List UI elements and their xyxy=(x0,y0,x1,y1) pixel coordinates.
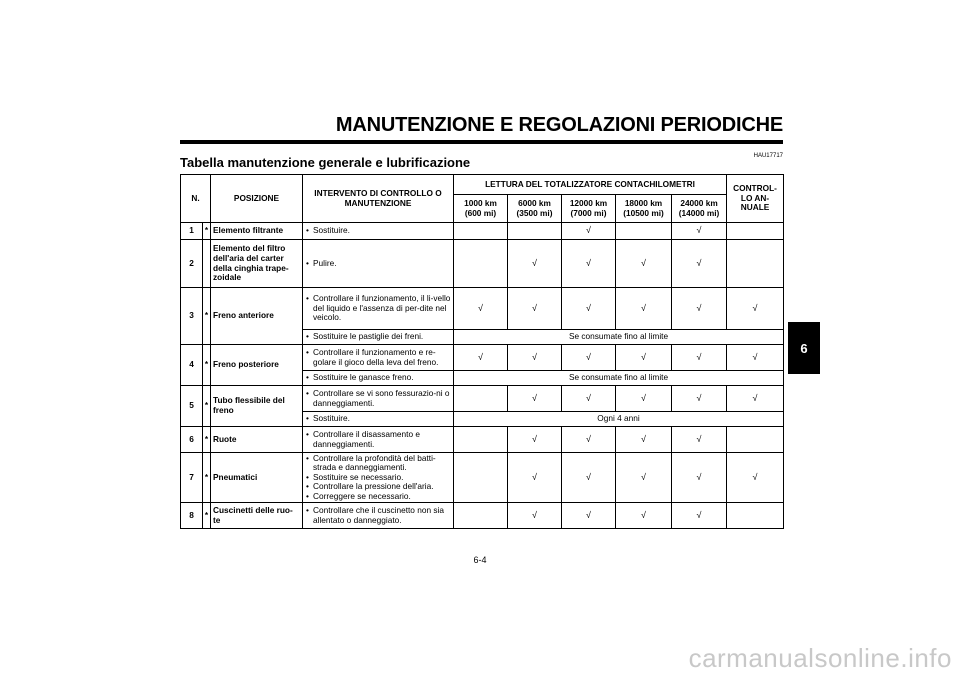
action-list xyxy=(305,506,451,525)
interval-note: Se consumate fino al limite xyxy=(454,330,784,345)
empty-cell xyxy=(454,453,508,503)
check-mark: √ xyxy=(672,453,727,503)
row-number: 3 xyxy=(181,288,203,345)
check-mark: √ xyxy=(562,453,616,503)
action-item: • Pulire. xyxy=(305,259,451,269)
check-mark: √ xyxy=(616,503,672,529)
check-mark: √ xyxy=(672,386,727,412)
check-mark: √ xyxy=(508,386,562,412)
action-item: • Sostituire se necessario. xyxy=(305,473,451,483)
action-list xyxy=(305,259,451,269)
check-mark: √ xyxy=(562,345,616,371)
empty-cell xyxy=(454,240,508,288)
header-interval-4 xyxy=(616,195,672,223)
check-mark: √ xyxy=(616,427,672,453)
table-row xyxy=(181,223,784,240)
row-position: Freno posteriore xyxy=(211,345,303,386)
empty-cell xyxy=(727,427,784,453)
header-interval-5 xyxy=(672,195,727,223)
action-item: • Correggere se necessario. xyxy=(305,492,451,502)
check-mark: √ xyxy=(562,503,616,529)
table-row xyxy=(181,427,784,453)
check-mark: √ xyxy=(562,240,616,288)
action-item: • Controllare se vi sono fessurazio-ni o danneggiamenti. xyxy=(305,389,451,408)
header-interval-line: 24000 km xyxy=(680,197,718,208)
header-interval-line: (14000 mi) xyxy=(678,207,720,218)
interval-note: Se consumate fino al limite xyxy=(454,371,784,386)
row-action xyxy=(303,345,454,371)
header-interval-line: 18000 km xyxy=(624,197,663,208)
section-heading: Tabella manutenzione generale e lubrificazione xyxy=(180,155,471,170)
row-action xyxy=(303,453,454,503)
row-action xyxy=(303,330,454,345)
check-mark: √ xyxy=(616,453,672,503)
check-mark: √ xyxy=(508,288,562,330)
title-rule xyxy=(180,140,783,144)
check-mark: √ xyxy=(672,345,727,371)
row-position: Pneumatici xyxy=(211,453,303,503)
header-odometer: LETTURA DEL TOTALIZZATORE CONTACHILOMETRI xyxy=(454,175,727,195)
header-annual: CONTROL-LO AN-NUALE xyxy=(727,175,784,223)
table-row xyxy=(181,240,784,288)
header-interval-line: 6000 km xyxy=(518,197,551,208)
empty-cell xyxy=(454,427,508,453)
row-action xyxy=(303,240,454,288)
check-mark: √ xyxy=(562,386,616,412)
row-action xyxy=(303,386,454,412)
page-title: MANUTENZIONE E REGOLAZIONI PERIODICHE xyxy=(335,114,783,136)
row-action xyxy=(303,412,454,427)
row-number: 4 xyxy=(181,345,203,386)
row-asterisk xyxy=(203,240,211,288)
action-list xyxy=(305,430,451,449)
check-mark: √ xyxy=(672,503,727,529)
empty-cell xyxy=(727,503,784,529)
page-number: 6-4 xyxy=(473,555,487,565)
row-position: Ruote xyxy=(211,427,303,453)
empty-cell xyxy=(454,223,508,240)
maintenance-table xyxy=(180,174,784,529)
empty-cell xyxy=(616,223,672,240)
check-mark: √ xyxy=(562,223,616,240)
header-interval-line: 1000 km xyxy=(464,197,497,208)
header-interval-line: (7000 mi) xyxy=(570,207,607,218)
document-code: HAU17717 xyxy=(753,153,783,159)
empty-cell xyxy=(508,223,562,240)
row-position: Tubo flessibile del freno xyxy=(211,386,303,427)
interval-note: Ogni 4 anni xyxy=(454,412,784,427)
row-asterisk: * xyxy=(203,386,211,427)
header-action: INTERVENTO DI CONTROLLO O MANUTENZIONE xyxy=(303,175,454,223)
header-interval-line: (600 mi) xyxy=(464,207,497,218)
row-action xyxy=(303,503,454,529)
check-mark: √ xyxy=(727,386,784,412)
check-mark: √ xyxy=(508,503,562,529)
empty-cell xyxy=(454,503,508,529)
check-mark: √ xyxy=(508,240,562,288)
header-interval-line: (3500 mi) xyxy=(516,207,553,218)
row-asterisk: * xyxy=(203,345,211,386)
empty-cell xyxy=(727,240,784,288)
row-action xyxy=(303,288,454,330)
action-list xyxy=(305,348,451,367)
action-list xyxy=(305,294,451,323)
action-item: • Controllare il disassamento e danneggiamenti. xyxy=(305,430,451,449)
row-action xyxy=(303,223,454,240)
check-mark: √ xyxy=(454,288,508,330)
row-number: 7 xyxy=(181,453,203,503)
action-list xyxy=(305,226,451,236)
check-mark: √ xyxy=(562,427,616,453)
action-list xyxy=(305,332,451,342)
table-row xyxy=(181,503,784,529)
row-action xyxy=(303,371,454,386)
row-asterisk: * xyxy=(203,453,211,503)
header-interval-1 xyxy=(454,195,508,223)
row-asterisk: * xyxy=(203,288,211,345)
table-row xyxy=(181,288,784,330)
check-mark: √ xyxy=(508,453,562,503)
row-asterisk: * xyxy=(203,503,211,529)
header-interval-3 xyxy=(562,195,616,223)
table-row xyxy=(181,345,784,371)
row-number: 6 xyxy=(181,427,203,453)
action-item: • Sostituire. xyxy=(305,414,451,424)
action-item: • Sostituire. xyxy=(305,226,451,236)
check-mark: √ xyxy=(616,345,672,371)
chapter-tab: 6 xyxy=(788,322,820,374)
empty-cell xyxy=(727,223,784,240)
row-position: Cuscinetti delle ruo-te xyxy=(211,503,303,529)
action-item: • Sostituire le ganasce freno. xyxy=(305,373,451,383)
header-interval-2 xyxy=(508,195,562,223)
header-position: POSIZIONE xyxy=(211,175,303,223)
table-row xyxy=(181,386,784,412)
row-number: 8 xyxy=(181,503,203,529)
check-mark: √ xyxy=(508,345,562,371)
row-number: 1 xyxy=(181,223,203,240)
empty-cell xyxy=(454,386,508,412)
row-number: 2 xyxy=(181,240,203,288)
check-mark: √ xyxy=(672,288,727,330)
action-item: • Sostituire le pastiglie dei freni. xyxy=(305,332,451,342)
action-item: • Controllare il funzionamento e re-golare il gioco della leva del freno. xyxy=(305,348,451,367)
check-mark: √ xyxy=(616,288,672,330)
row-position: Elemento filtrante xyxy=(211,223,303,240)
row-asterisk: * xyxy=(203,223,211,240)
check-mark: √ xyxy=(508,427,562,453)
row-asterisk: * xyxy=(203,427,211,453)
action-item: • Controllare la profondità del batti-strada e danneggiamenti. xyxy=(305,454,451,473)
row-action xyxy=(303,427,454,453)
table-row xyxy=(181,453,784,503)
header-interval-line: (10500 mi) xyxy=(623,207,664,218)
check-mark: √ xyxy=(727,453,784,503)
action-list xyxy=(305,414,451,424)
action-list xyxy=(305,454,451,502)
check-mark: √ xyxy=(672,240,727,288)
check-mark: √ xyxy=(616,240,672,288)
row-position: Elemento del filtro dell'aria del carter della cinghia trape-zoidale xyxy=(211,240,303,288)
action-item: • Controllare il funzionamento, il li-vello del liquido e l'assenza di per-dite nel veicolo. xyxy=(305,294,451,323)
header-num: N. xyxy=(181,175,211,223)
watermark: carmanualsonline.info xyxy=(688,643,952,673)
action-list xyxy=(305,389,451,408)
check-mark: √ xyxy=(562,288,616,330)
check-mark: √ xyxy=(454,345,508,371)
check-mark: √ xyxy=(727,288,784,330)
action-list xyxy=(305,373,451,383)
action-item: • Controllare la pressione dell'aria. xyxy=(305,482,451,492)
check-mark: √ xyxy=(672,427,727,453)
header-interval-line: 12000 km xyxy=(569,197,608,208)
row-position: Freno anteriore xyxy=(211,288,303,345)
action-item: • Controllare che il cuscinetto non sia allentato o danneggiato. xyxy=(305,506,451,525)
check-mark: √ xyxy=(616,386,672,412)
check-mark: √ xyxy=(672,223,727,240)
check-mark: √ xyxy=(727,345,784,371)
row-number: 5 xyxy=(181,386,203,427)
